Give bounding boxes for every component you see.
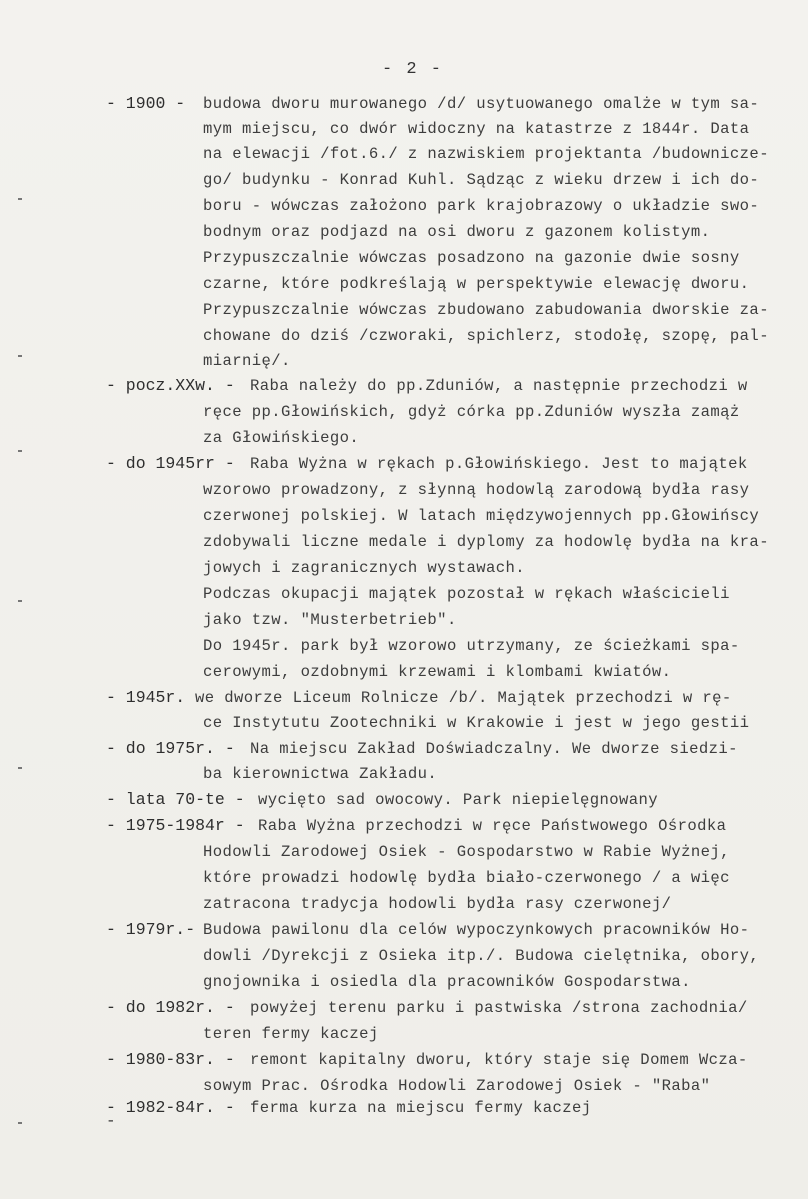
entry-date: - do 1982r. - [106, 998, 235, 1017]
entry-date: - do 1975r. - [106, 739, 235, 758]
entry-text-line: Na miejscu Zakład Doświadczalny. We dworze siedzi- [250, 740, 738, 758]
entry-text-line: Podczas okupacji majątek pozostał w rękach właścicieli [203, 585, 730, 603]
entry-text-line: ręce pp.Głowińskich, gdyż córka pp.Zduniów wyszła zamąż [203, 403, 740, 421]
entry-text-line: Budowa pawilonu dla celów wypoczynkowych pracowników Ho- [203, 921, 750, 939]
entry-date: - pocz.XXw. - [106, 376, 235, 395]
entry-text-line: ba kierownictwa Zakładu. [203, 765, 438, 783]
entry-text-line: powyżej terenu parku i pastwiska /strona zachodnia/ [250, 999, 748, 1017]
entry-date: - 1945r. [106, 688, 186, 707]
margin-mark [18, 355, 22, 357]
entry-text-line: boru - wówczas założono park krajobrazowy o układzie swo- [203, 197, 760, 215]
entry-text-line: remont kapitalny dworu, który staje się Domem Wcza- [250, 1051, 748, 1069]
trailing-dash: - [106, 1112, 116, 1130]
entry-text-line: chowane do dziś /czworaki, spichlerz, stodołę, szopę, pal- [203, 327, 769, 345]
entry-text-line: Przypuszczalnie wówczas zbudowano zabudowania dworskie za- [203, 301, 769, 319]
page-number: - 2 - [382, 60, 444, 79]
entry-date: - 1975-1984r - [106, 816, 245, 835]
entry-date: - 1980-83r. - [106, 1050, 235, 1069]
entry-text-line: na elewacji /fot.6./ z nazwiskiem projektanta /budownicze- [203, 145, 769, 163]
margin-mark [18, 450, 22, 452]
margin-mark [18, 1122, 22, 1124]
entry-date: - do 1945rr - [106, 454, 235, 473]
entry-text-line: zatracona tradycja hodowli bydła rasy czerwonej/ [203, 895, 672, 913]
entry-text-line: gnojownika i osiedla dla pracowników Gospodarstwa. [203, 973, 691, 991]
entry-date: - lata 70-te - [106, 790, 245, 809]
entry-date: - 1900 - [106, 94, 186, 113]
entry-text-line: sowym Prac. Ośrodka Hodowli Zarodowej Osiek - "Raba" [203, 1077, 711, 1095]
entry-text-line: we dworze Liceum Rolnicze /b/. Majątek przechodzi w rę- [195, 689, 732, 707]
entry-text-line: które prowadzi hodowlę bydła biało-czerwonego / a więc [203, 869, 730, 887]
margin-mark [18, 198, 22, 200]
entry-text-line: go/ budynku - Konrad Kuhl. Sądząc z wieku drzew i ich do- [203, 171, 760, 189]
entry-text-line: ferma kurza na miejscu fermy kaczej [250, 1099, 592, 1117]
entry-text-line: cerowymi, ozdobnymi krzewami i klombami kwiatów. [203, 663, 672, 681]
entry-text-line: bodnym oraz podjazd na osi dworu z gazonem kolistym. [203, 223, 711, 241]
entry-text-line: miarnię/. [203, 352, 291, 370]
entry-text-line: Raba należy do pp.Zduniów, a następnie przechodzi w [250, 377, 748, 395]
margin-mark [18, 767, 22, 769]
entry-text-line: jako tzw. "Musterbetrieb". [203, 611, 457, 629]
entry-text-line: Przypuszczalnie wówczas posadzono na gazonie dwie sosny [203, 249, 740, 267]
margin-mark [18, 600, 22, 602]
entry-text-line: Hodowli Zarodowej Osiek - Gospodarstwo w Rabie Wyżnej, [203, 843, 730, 861]
entry-text-line: budowa dworu murowanego /d/ usytuowanego omalże w tym sa- [203, 95, 760, 113]
entry-text-line: Raba Wyżna w rękach p.Głowińskiego. Jest to majątek [250, 455, 748, 473]
entry-text-line: jowych i zagranicznych wystawach. [203, 559, 526, 577]
entry-date: - 1979r.- [106, 920, 196, 939]
entry-text-line: mym miejscu, co dwór widoczny na katastrze z 1844r. Data [203, 120, 750, 138]
entry-text-line: czarne, które podkreślają w perspektywie elewację dworu. [203, 275, 750, 293]
entry-text-line: czerwonej polskiej. W latach międzywojennych pp.Głowińscy [203, 507, 760, 525]
entry-text-line: wycięto sad owocowy. Park niepielęgnowany [258, 791, 659, 809]
entry-text-line: teren fermy kaczej [203, 1025, 379, 1043]
entry-text-line: za Głowińskiego. [203, 429, 360, 447]
entry-text-line: zdobywali liczne medale i dyplomy za hodowlę bydła na kra- [203, 533, 769, 551]
entry-text-line: ce Instytutu Zootechniki w Krakowie i jest w jego gestii [203, 714, 750, 732]
entry-text-line: dowli /Dyrekcji z Osieka itp./. Budowa cielętnika, obory, [203, 947, 760, 965]
entry-text-line: Do 1945r. park był wzorowo utrzymany, ze ścieżkami spa- [203, 637, 740, 655]
entry-date: - 1982-84r. - [106, 1098, 235, 1117]
entry-text-line: wzorowo prowadzony, z słynną hodowlą zarodową bydła rasy [203, 481, 750, 499]
entry-text-line: Raba Wyżna przechodzi w ręce Państwowego Ośrodka [258, 817, 727, 835]
